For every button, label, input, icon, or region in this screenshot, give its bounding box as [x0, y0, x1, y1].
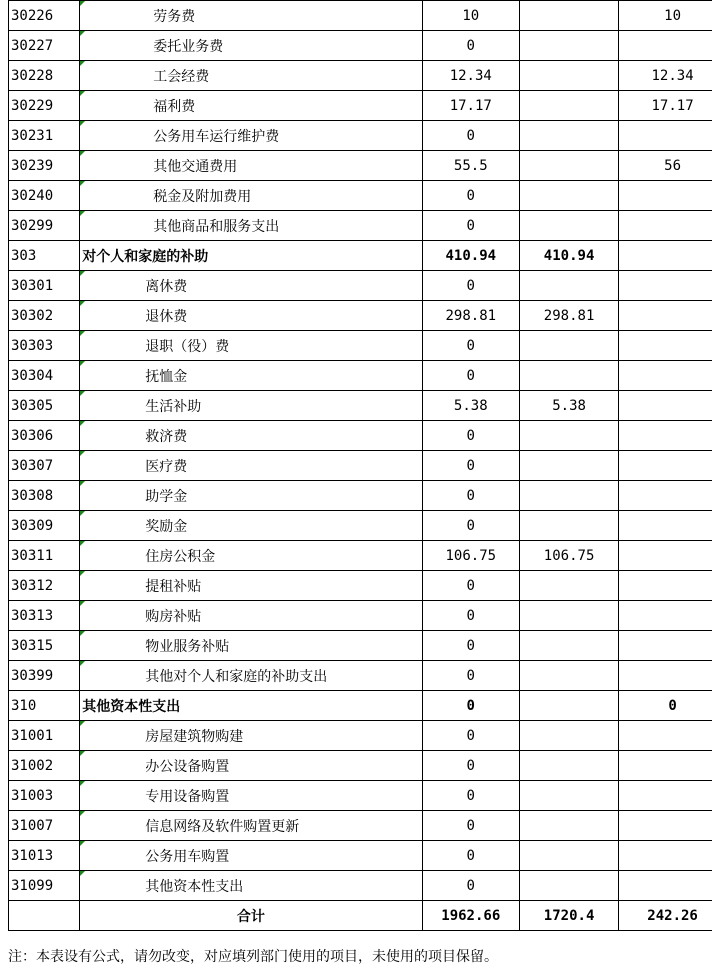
row-total[interactable]: 0	[422, 421, 520, 451]
row-name[interactable]: 工会经费	[80, 61, 422, 91]
row-name[interactable]: 助学金	[80, 481, 422, 511]
row-project[interactable]	[619, 181, 727, 211]
row-code[interactable]: 31002	[9, 751, 80, 781]
total-amount[interactable]: 1962.66	[422, 901, 520, 931]
row-name[interactable]: 其他商品和服务支出	[80, 211, 422, 241]
row-code[interactable]: 30231	[9, 121, 80, 151]
row-name[interactable]: 提租补贴	[80, 571, 422, 601]
row-project[interactable]	[619, 601, 727, 631]
row-total[interactable]: 0	[422, 571, 520, 601]
row-code[interactable]: 30301	[9, 271, 80, 301]
row-project[interactable]	[619, 421, 727, 451]
row-code[interactable]: 30299	[9, 211, 80, 241]
row-basic[interactable]	[520, 691, 619, 721]
table-row	[9, 421, 727, 451]
row-basic[interactable]	[520, 1, 619, 31]
row-name[interactable]: 住房公积金	[80, 541, 422, 571]
row-project[interactable]	[619, 661, 727, 691]
row-total[interactable]: 0	[422, 211, 520, 241]
row-total[interactable]: 0	[422, 691, 520, 721]
row-total[interactable]: 410.94	[422, 241, 520, 271]
row-total[interactable]: 17.17	[422, 91, 520, 121]
row-code[interactable]: 30307	[9, 451, 80, 481]
table-row	[9, 211, 727, 241]
table-row	[9, 631, 727, 661]
table-row	[9, 301, 727, 331]
row-code[interactable]: 303	[9, 241, 80, 271]
table-row	[9, 691, 727, 721]
row-basic[interactable]	[520, 511, 619, 541]
table-row	[9, 661, 727, 691]
row-code[interactable]: 30308	[9, 481, 80, 511]
row-total[interactable]: 0	[422, 751, 520, 781]
row-project[interactable]	[619, 331, 727, 361]
row-name[interactable]: 劳务费	[80, 1, 422, 31]
row-project[interactable]	[619, 211, 727, 241]
row-total[interactable]: 0	[422, 781, 520, 811]
table-row	[9, 121, 727, 151]
row-total[interactable]: 5.38	[422, 391, 520, 421]
table-row	[9, 391, 727, 421]
row-code[interactable]: 30227	[9, 31, 80, 61]
row-code[interactable]: 30302	[9, 301, 80, 331]
table-row	[9, 571, 727, 601]
row-total[interactable]: 0	[422, 361, 520, 391]
row-project[interactable]	[619, 541, 727, 571]
row-project[interactable]	[619, 631, 727, 661]
row-name[interactable]: 其他交通费用	[80, 151, 422, 181]
row-basic[interactable]: 298.81	[520, 301, 619, 331]
row-project[interactable]	[619, 481, 727, 511]
row-name[interactable]: 医疗费	[80, 451, 422, 481]
row-code[interactable]: 30306	[9, 421, 80, 451]
row-project[interactable]: 17.17	[619, 91, 727, 121]
row-total[interactable]: 0	[422, 451, 520, 481]
table-row	[9, 481, 727, 511]
row-project[interactable]	[619, 811, 727, 841]
row-project[interactable]	[619, 781, 727, 811]
row-total[interactable]: 0	[422, 841, 520, 871]
row-basic[interactable]	[520, 331, 619, 361]
row-project[interactable]	[619, 871, 727, 901]
row-total[interactable]: 106.75	[422, 541, 520, 571]
row-basic[interactable]	[520, 571, 619, 601]
table-row	[9, 781, 727, 811]
row-name[interactable]: 生活补助	[80, 391, 422, 421]
row-total[interactable]: 0	[422, 271, 520, 301]
row-name[interactable]: 救济费	[80, 421, 422, 451]
row-name[interactable]: 奖励金	[80, 511, 422, 541]
row-name[interactable]: 办公设备购置	[80, 751, 422, 781]
row-total[interactable]: 0	[422, 871, 520, 901]
row-basic[interactable]	[520, 31, 619, 61]
table-row	[9, 541, 727, 571]
row-total[interactable]: 0	[422, 811, 520, 841]
total-project[interactable]: 242.26	[619, 901, 727, 931]
sheet-edge	[712, 0, 727, 973]
row-name[interactable]: 公务用车购置	[80, 841, 422, 871]
row-total[interactable]: 0	[422, 511, 520, 541]
row-project[interactable]: 56	[619, 151, 727, 181]
table-row	[9, 841, 727, 871]
row-total[interactable]: 0	[422, 181, 520, 211]
table-row	[9, 361, 727, 391]
row-code[interactable]: 30229	[9, 91, 80, 121]
table-row	[9, 271, 727, 301]
row-name[interactable]: 退休费	[80, 301, 422, 331]
row-basic[interactable]	[520, 421, 619, 451]
row-code[interactable]: 30315	[9, 631, 80, 661]
row-total[interactable]: 0	[422, 331, 520, 361]
row-basic[interactable]	[520, 841, 619, 871]
row-code[interactable]: 30239	[9, 151, 80, 181]
row-basic[interactable]: 5.38	[520, 391, 619, 421]
row-code[interactable]: 31007	[9, 811, 80, 841]
row-code[interactable]: 30304	[9, 361, 80, 391]
row-total[interactable]: 0	[422, 661, 520, 691]
row-project[interactable]	[619, 391, 727, 421]
row-name[interactable]: 税金及附加费用	[80, 181, 422, 211]
row-project[interactable]	[619, 751, 727, 781]
row-name[interactable]: 福利费	[80, 91, 422, 121]
row-basic[interactable]	[520, 91, 619, 121]
row-project[interactable]	[619, 361, 727, 391]
total-basic[interactable]: 1720.4	[520, 901, 619, 931]
row-name[interactable]: 购房补贴	[80, 601, 422, 631]
table-row	[9, 871, 727, 901]
row-project[interactable]	[619, 511, 727, 541]
row-basic[interactable]	[520, 661, 619, 691]
row-total[interactable]: 0	[422, 721, 520, 751]
row-total[interactable]: 0	[422, 121, 520, 151]
row-total[interactable]: 0	[422, 631, 520, 661]
row-project[interactable]	[619, 121, 727, 151]
row-name[interactable]: 委托业务费	[80, 31, 422, 61]
row-name[interactable]: 对个人和家庭的补助	[80, 241, 422, 271]
row-project[interactable]	[619, 271, 727, 301]
row-basic[interactable]	[520, 811, 619, 841]
row-basic[interactable]	[520, 121, 619, 151]
row-code[interactable]: 310	[9, 691, 80, 721]
row-code[interactable]: 30240	[9, 181, 80, 211]
row-code[interactable]: 30399	[9, 661, 80, 691]
table-row	[9, 31, 727, 61]
row-total[interactable]: 12.34	[422, 61, 520, 91]
row-basic[interactable]: 410.94	[520, 241, 619, 271]
row-name[interactable]: 其他对个人和家庭的补助支出	[80, 661, 422, 691]
row-project[interactable]	[619, 841, 727, 871]
row-basic[interactable]	[520, 871, 619, 901]
row-code[interactable]: 31099	[9, 871, 80, 901]
table-row	[9, 451, 727, 481]
row-code[interactable]: 31003	[9, 781, 80, 811]
table-row	[9, 811, 727, 841]
footnote: 注：本表设有公式，请勿改变，对应填列部门使用的项目，未使用的项目保留。	[8, 949, 498, 965]
total-row	[9, 901, 727, 931]
row-basic[interactable]	[520, 451, 619, 481]
row-code[interactable]: 30309	[9, 511, 80, 541]
row-basic[interactable]	[520, 151, 619, 181]
row-code[interactable]: 30305	[9, 391, 80, 421]
row-code[interactable]: 30311	[9, 541, 80, 571]
table-row	[9, 1, 727, 31]
table-row	[9, 331, 727, 361]
row-name[interactable]: 信息网络及软件购置更新	[80, 811, 422, 841]
table-row	[9, 511, 727, 541]
row-total[interactable]: 298.81	[422, 301, 520, 331]
table-row	[9, 751, 727, 781]
row-project[interactable]: 0	[619, 691, 727, 721]
row-basic[interactable]	[520, 361, 619, 391]
row-basic[interactable]	[520, 61, 619, 91]
row-name[interactable]: 退职（役）费	[80, 331, 422, 361]
row-total[interactable]: 0	[422, 31, 520, 61]
row-basic[interactable]	[520, 721, 619, 751]
row-name[interactable]: 其他资本性支出	[80, 691, 422, 721]
row-name[interactable]: 专用设备购置	[80, 781, 422, 811]
row-code[interactable]: 30312	[9, 571, 80, 601]
row-project[interactable]: 12.34	[619, 61, 727, 91]
budget-table	[8, 0, 727, 931]
row-name[interactable]: 抚恤金	[80, 361, 422, 391]
table-row	[9, 241, 727, 271]
row-project[interactable]	[619, 721, 727, 751]
row-project[interactable]: 10	[619, 1, 727, 31]
row-code[interactable]: 31013	[9, 841, 80, 871]
row-project[interactable]	[619, 451, 727, 481]
table-row	[9, 91, 727, 121]
row-project[interactable]	[619, 301, 727, 331]
row-name[interactable]: 房屋建筑物购建	[80, 721, 422, 751]
row-basic[interactable]	[520, 781, 619, 811]
row-basic[interactable]	[520, 631, 619, 661]
row-name[interactable]: 离休费	[80, 271, 422, 301]
table-row	[9, 61, 727, 91]
row-name[interactable]: 公务用车运行维护费	[80, 121, 422, 151]
total-code-cell[interactable]	[9, 901, 80, 931]
table-row	[9, 721, 727, 751]
row-project[interactable]	[619, 571, 727, 601]
row-code[interactable]: 30226	[9, 1, 80, 31]
row-total[interactable]: 10	[422, 1, 520, 31]
row-code[interactable]: 30303	[9, 331, 80, 361]
table-row	[9, 601, 727, 631]
row-project[interactable]	[619, 31, 727, 61]
row-name[interactable]: 物业服务补贴	[80, 631, 422, 661]
row-code[interactable]: 30228	[9, 61, 80, 91]
total-label[interactable]: 合计	[80, 901, 422, 931]
table-row	[9, 151, 727, 181]
row-project[interactable]	[619, 241, 727, 271]
row-basic[interactable]	[520, 481, 619, 511]
row-total[interactable]: 0	[422, 601, 520, 631]
row-basic[interactable]	[520, 181, 619, 211]
row-code[interactable]: 30313	[9, 601, 80, 631]
row-basic[interactable]: 106.75	[520, 541, 619, 571]
row-name[interactable]: 其他资本性支出	[80, 871, 422, 901]
row-basic[interactable]	[520, 271, 619, 301]
table-row	[9, 181, 727, 211]
row-basic[interactable]	[520, 601, 619, 631]
row-total[interactable]: 0	[422, 481, 520, 511]
row-code[interactable]: 31001	[9, 721, 80, 751]
row-basic[interactable]	[520, 751, 619, 781]
row-basic[interactable]	[520, 211, 619, 241]
row-total[interactable]: 55.5	[422, 151, 520, 181]
